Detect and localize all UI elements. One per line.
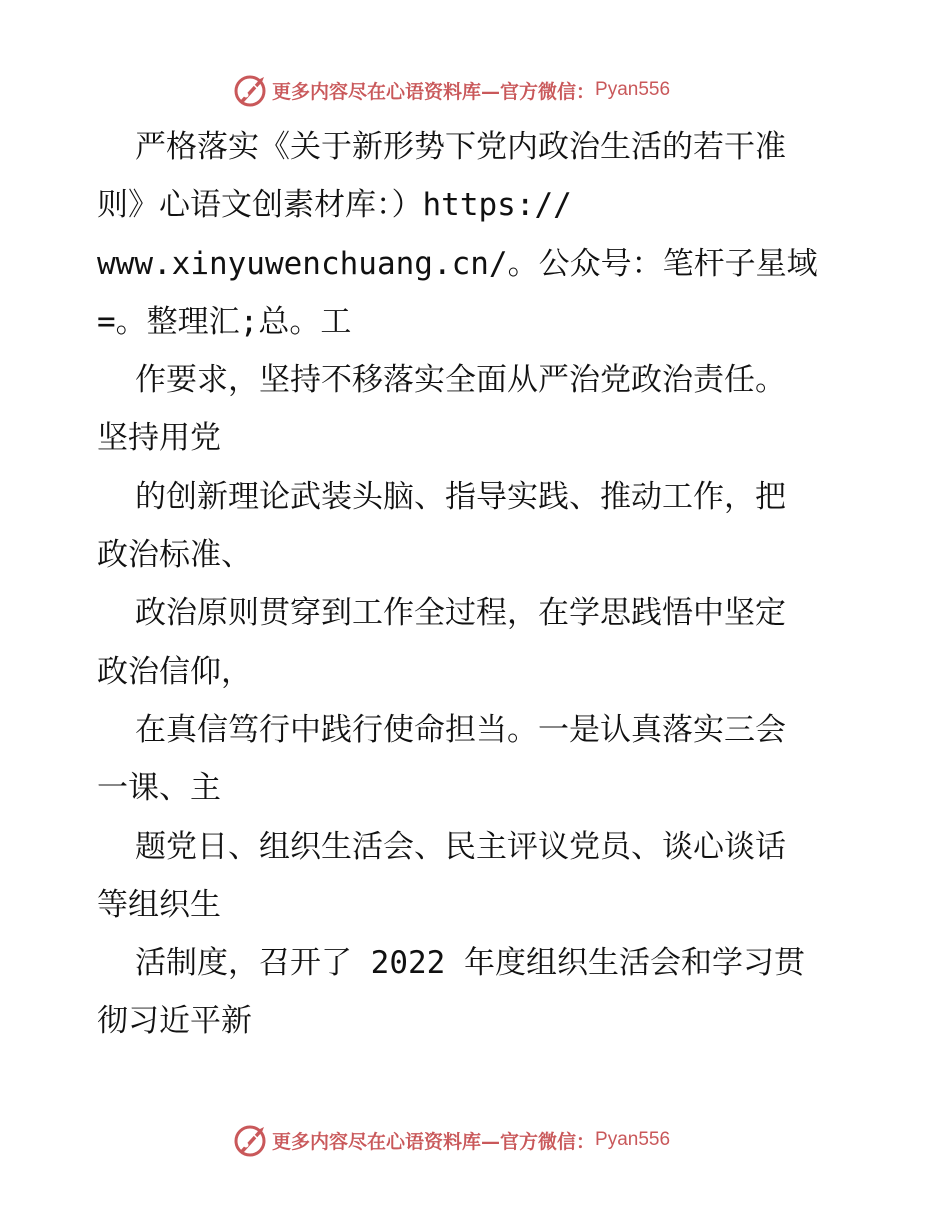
header-watermark-banner <box>232 70 712 110</box>
banner-wechat-id: Pyan556 <box>595 1129 671 1150</box>
text-line: =。整理汇;总。工 <box>97 303 352 340</box>
text-line: 的创新理论武装头脑、指导实践、推动工作，把 <box>135 478 786 515</box>
text-line: 活制度，召开了 2022 年度组织生活会和学习贯 <box>135 945 805 982</box>
quill-logo-icon <box>232 71 270 109</box>
text-line: 题党日、组织生活会、民主评议党员、谈心谈话 <box>135 828 786 865</box>
banner-text: 更多内容尽在心语资料库—官方微信： <box>272 1130 596 1153</box>
text-line: 等组织生 <box>97 886 221 923</box>
footer-watermark-banner <box>232 1120 712 1160</box>
text-line: 则》心语文创素材库：）https:// <box>97 187 572 224</box>
text-line: 政治信仰， <box>97 653 252 690</box>
text-line: 作要求，坚持不移落实全面从严治党政治责任。 <box>135 362 786 399</box>
banner-wechat-id: Pyan556 <box>595 79 671 100</box>
text-line: 严格落实《关于新形势下党内政治生活的若干准 <box>135 129 786 165</box>
text-line: 一课、主 <box>97 770 221 807</box>
text-line: 在真信笃行中践行使命担当。一是认真落实三会 <box>135 711 786 748</box>
text-line: 坚持用党 <box>97 420 221 457</box>
text-line: www.xinyuwenchuang.cn/。公众号：笔杆子星域 <box>97 245 818 282</box>
body-text <box>97 118 857 1051</box>
quill-logo-icon <box>232 1121 270 1159</box>
text-line: 彻习近平新 <box>97 1003 252 1040</box>
banner-text: 更多内容尽在心语资料库—官方微信： <box>272 80 596 103</box>
text-line: 政治标准、 <box>97 537 252 574</box>
text-line: 政治原则贯穿到工作全过程，在学思践悟中坚定 <box>135 595 786 632</box>
